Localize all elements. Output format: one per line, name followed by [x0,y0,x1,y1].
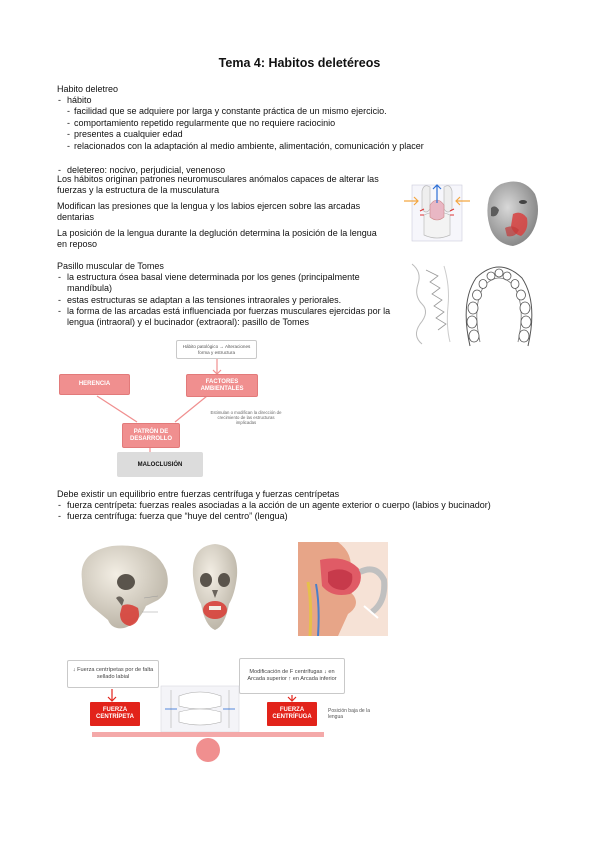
list-item: - la estructura ósea basal viene determinada por los genes (principalmente mandíbula) [57,272,399,295]
herencia-box: HERENCIA [59,374,130,395]
skull-lateral-illustration [68,540,178,634]
paragraph-lengua: La posición de la lengua durante la deglución determina la posición de la lengua en reposo [57,228,377,250]
list-item: - relacionados con la adaptación al medio ambiente, alimentación, comunicación y placer [57,141,424,153]
habito-heading: Habito deletreo [57,84,119,94]
page-title: Tema 4: Habitos deletéreos [218,56,381,70]
skull-frontal-illustration [185,540,245,634]
list-item: - fuerza centrípeta: fuerzas reales asociadas a la acción de un agente exterior o cuerpo (labios y bucinador) [57,500,507,511]
list-item: - presentes a cualquier edad [57,129,424,141]
development-diagram [57,336,307,482]
list-item: - la forma de las arcadas está influenciada por fuerzas musculares ejercidas por la lengua (intraoral) y el bucinador (extraoral): pasillo de Tomes [57,306,399,329]
list-item: - facilidad que se adquiere por larga y constante práctica de un mismo ejercicio. [57,106,424,118]
dental-arch-illustration [456,262,542,348]
diagram-note: Estimulan o modifican la dirección de crecimiento de las estructuras implicadas [210,410,282,426]
tomes-heading: Pasillo muscular de Tomes [57,261,164,271]
factores-ambientales-box: FACTORES AMBIENTALES [186,374,258,397]
centripeta-reduction-note: ↓ Fuerza centrípetas por de falta sellado labial [67,660,159,688]
pathologic-habit-box: Hábito patológico → Alteraciones forma y estructura [176,340,257,359]
list-item: - estas estructuras se adaptan a las tensiones intraorales y periorales. [57,295,399,306]
tomes-list [57,272,399,328]
deletereo-definition: - deletereo: nocivo, perjudicial, venenoso [57,165,599,177]
centrifuga-modification-note: Modificación de F centrífugas ↓ en Arcada superior ↑ en Arcada inferior [239,658,345,694]
habito-list [57,106,424,152]
fuerza-centrifuga-box: FUERZA CENTRÍFUGA [267,702,317,726]
patron-desarrollo-box: PATRÓN DE DESARROLLO [122,423,180,448]
forces-balance-diagram [57,652,377,768]
paragraph-habitos: Los hábitos originan patrones neuromusculares anómalos capaces de alterar las fuerzas y la estructura de la musculatura [57,174,379,196]
posicion-baja-label: Posición baja de la lengua [328,708,370,720]
oral-cavity-section-illustration [298,542,388,636]
mouth-profile-illustration [157,682,243,736]
face-muscles-illustration [483,178,543,250]
habito-subheading: - hábito [57,95,599,107]
paragraph-presiones: Modifican las presiones que la lengua y los labios ejercen sobre las arcadas dentarias [57,201,361,223]
forces-list [57,500,507,523]
balance-fulcrum [193,736,223,766]
list-item: - fuerza centrífuga: fuerza que “huye del centro” (lengua) [57,511,507,522]
equilibrium-heading: Debe existir un equilibrio entre fuerzas centrífuga y fuerzas centrípetas [57,489,340,499]
tongue-pressure-illustration [400,181,474,245]
fuerza-centripeta-box: FUERZA CENTRÍPETA [90,702,140,726]
tomes-corridor-illustration [408,262,452,346]
list-item: - comportamiento repetido regularmente que no requiere raciocinio [57,118,424,130]
maloclusion-box: MALOCLUSIÓN [117,452,203,477]
